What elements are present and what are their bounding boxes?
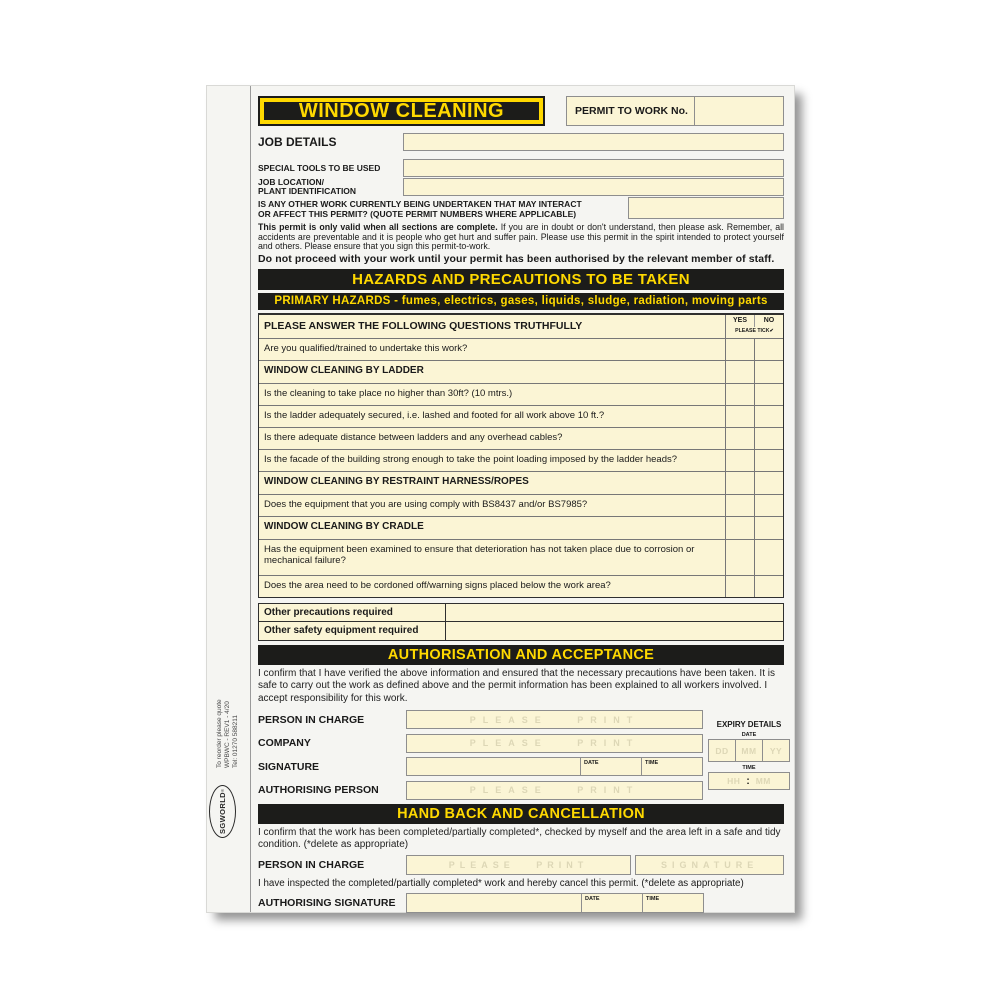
validity-notice-body: If you are in doubt or don't understand, then please ask. Remember, all accidents are preventable and it is people who get hurt and suffer pain. Please use this permit in the spirit intended to protect yourself and others. Please ensure that you sign this permit-to-work. xyxy=(258,222,785,252)
please-tick-label: PLEASE TICK✔ xyxy=(735,327,774,334)
section-header-text: WINDOW CLEANING BY RESTRAINT HARNESS/ROPES xyxy=(264,475,529,487)
yes-column-label: YES xyxy=(726,315,755,327)
person-in-charge-field[interactable] xyxy=(406,710,703,729)
other-safety-label: Other safety equipment required xyxy=(259,622,446,640)
table-row xyxy=(259,383,783,405)
permit-number-field[interactable] xyxy=(694,97,783,125)
yes-tick-cell[interactable] xyxy=(725,540,754,575)
table-row xyxy=(259,338,783,360)
question-text: Does the area need to be cordoned off/warning signs placed below the work area? xyxy=(264,579,611,591)
table-row xyxy=(259,575,783,597)
no-tick-cell[interactable] xyxy=(754,540,783,575)
sgworld-logo-text: SGWORLD xyxy=(218,792,227,834)
questions-header-label: PLEASE ANSWER THE FOLLOWING QUESTIONS TRUTHFULLY xyxy=(264,320,583,333)
no-tick-cell[interactable] xyxy=(754,450,783,471)
sgworld-logo-reg: ® xyxy=(220,789,225,792)
question-text: Is there adequate distance between ladders and any overhead cables? xyxy=(264,431,563,443)
question-text: Is the ladder adequately secured, i.e. lashed and footed for all work above 10 ft.? xyxy=(264,409,605,421)
mm-ghost: MM xyxy=(741,745,757,756)
validity-notice-bold: This permit is only valid when all sections are complete. xyxy=(258,222,498,232)
min-ghost: MM xyxy=(755,776,771,786)
section-header-text: WINDOW CLEANING BY LADDER xyxy=(264,364,424,376)
job-details-label: JOB DETAILS xyxy=(258,135,337,149)
authorising-time-cell[interactable]: TIME xyxy=(642,894,703,912)
permit-number-box xyxy=(566,96,784,126)
expiry-day-field[interactable] xyxy=(708,739,736,762)
please-print-ghost: PLEASE PRINT xyxy=(469,785,640,795)
yes-tick-cell[interactable] xyxy=(725,517,754,539)
do-not-proceed-warning: Do not proceed with your work until your permit has been authorised by the relevant member of staff. xyxy=(258,252,775,265)
other-precautions-label: Other precautions required xyxy=(259,604,446,621)
table-row xyxy=(259,449,783,471)
authorisation-section-title: AUTHORISATION AND ACCEPTANCE xyxy=(387,646,655,663)
reorder-line1: To reorder please quote xyxy=(216,699,223,768)
reorder-line3: Tel: 01270 588211 xyxy=(232,714,239,768)
form-title: WINDOW CLEANING xyxy=(298,99,505,122)
primary-hazards-text: PRIMARY HAZARDS - fumes, electrics, gases, liquids, sludge, radiation, moving parts xyxy=(274,295,768,308)
authorising-person-field[interactable] xyxy=(406,781,703,800)
authorising-person-label: AUTHORISING PERSON xyxy=(258,784,379,796)
signature-field[interactable] xyxy=(406,757,703,776)
company-row xyxy=(258,734,784,753)
job-details-field[interactable] xyxy=(403,133,784,151)
expiry-time-field[interactable] xyxy=(708,772,790,790)
permit-form-page xyxy=(207,86,794,912)
authorising-signature-field[interactable] xyxy=(406,893,704,913)
authorisation-section-bar xyxy=(258,645,784,665)
no-tick-cell[interactable] xyxy=(754,406,783,427)
table-row xyxy=(259,405,783,427)
questions-table xyxy=(258,313,784,598)
please-print-ghost: PLEASE PRINT xyxy=(469,738,640,748)
table-row xyxy=(259,427,783,449)
question-text: Is the facade of the building strong enough to take the point loading imposed by the ladder heads? xyxy=(264,453,678,465)
job-location-label-line1: JOB LOCATION/ xyxy=(258,177,324,187)
signature-row xyxy=(258,757,784,776)
yes-tick-cell[interactable] xyxy=(725,384,754,405)
person-in-charge-label: PERSON IN CHARGE xyxy=(258,713,365,726)
handback-statement: I confirm that the work has been completed/partially completed*, checked by myself and the area left in a safe and tidy condition. (*delete as appropriate) xyxy=(258,827,781,851)
authorising-person-row xyxy=(258,781,784,800)
other-precautions-row xyxy=(258,603,784,622)
dd-ghost: DD xyxy=(715,745,729,756)
table-row xyxy=(259,539,783,575)
expiry-details-title: EXPIRY DETAILS xyxy=(716,720,782,729)
table-section-row xyxy=(259,516,783,539)
signature-write-area[interactable] xyxy=(407,758,580,775)
other-work-label-line1: IS ANY OTHER WORK CURRENTLY BEING UNDERTAKEN THAT MAY INTERACT xyxy=(258,199,582,209)
no-tick-cell[interactable] xyxy=(754,339,783,360)
table-section-row xyxy=(259,360,783,383)
please-print-ghost: PLEASE PRINT xyxy=(448,859,589,870)
other-work-row xyxy=(258,197,784,219)
other-precautions-field[interactable] xyxy=(446,604,783,621)
no-tick-cell[interactable] xyxy=(754,384,783,405)
authorising-signature-label: AUTHORISING SIGNATURE xyxy=(258,896,396,909)
yes-tick-cell[interactable] xyxy=(725,428,754,449)
yy-ghost: YY xyxy=(769,745,783,756)
handback-section-title: HAND BACK AND CANCELLATION xyxy=(397,806,645,822)
tick-columns-header xyxy=(725,315,783,338)
expiry-time-label: TIME xyxy=(742,765,756,771)
no-tick-cell[interactable] xyxy=(754,495,783,516)
validity-notice xyxy=(258,223,784,252)
other-safety-row xyxy=(258,622,784,641)
special-tools-row xyxy=(258,159,784,177)
primary-hazards-bar xyxy=(258,293,784,310)
signature-date-cell[interactable]: DATE xyxy=(580,758,641,775)
stub-divider xyxy=(250,86,251,912)
job-location-field[interactable] xyxy=(403,178,784,196)
signature-ghost: SIGNATURE xyxy=(660,859,759,870)
no-tick-cell[interactable] xyxy=(754,472,783,494)
please-print-ghost: PLEASE PRINT xyxy=(469,714,640,725)
special-tools-label: SPECIAL TOOLS TO BE USED xyxy=(258,162,381,173)
other-work-field[interactable] xyxy=(628,197,784,219)
no-tick-cell[interactable] xyxy=(754,517,783,539)
hazards-section-title: HAZARDS AND PRECAUTIONS TO BE TAKEN xyxy=(352,270,690,288)
question-text: Is the cleaning to take place no higher than 30ft? (10 mtrs.) xyxy=(264,387,513,399)
yes-tick-cell[interactable] xyxy=(725,450,754,471)
yes-tick-cell[interactable] xyxy=(725,406,754,427)
job-location-row xyxy=(258,178,784,196)
authorising-signature-write-area[interactable] xyxy=(407,894,581,912)
authorisation-statement: I confirm that I have verified the above information and ensured that the necessary precautions have been taken. It is safe to carry out the work as defined above and the permit information has been explained to all workers involved. I accept responsibility for this work. xyxy=(258,667,775,704)
question-text: Are you qualified/trained to undertake this work? xyxy=(264,342,468,354)
yes-tick-cell[interactable] xyxy=(725,495,754,516)
sgworld-logo xyxy=(209,785,236,838)
no-column-label: NO xyxy=(763,316,775,324)
reorder-line2: WPBWC - REV1 - 4/20 xyxy=(224,701,231,768)
questions-table-header xyxy=(259,315,783,338)
inspection-statement: I have inspected the completed/partially completed* work and hereby cancel this permit. (*delete as appropriate) xyxy=(258,877,744,889)
job-location-label-line2: PLANT IDENTIFICATION xyxy=(258,186,357,196)
other-work-label-line2: OR AFFECT THIS PERMIT? (QUOTE PERMIT NUMBERS WHERE APPLICABLE) xyxy=(258,208,577,219)
handback-person-label: PERSON IN CHARGE xyxy=(258,858,365,871)
handback-person-row xyxy=(258,855,784,875)
company-label: COMPANY xyxy=(258,737,311,749)
handback-person-signature-field[interactable] xyxy=(635,855,784,875)
company-field[interactable] xyxy=(406,734,703,753)
handback-section-bar xyxy=(258,804,784,824)
expiry-year-field[interactable] xyxy=(762,739,790,762)
expiry-date-label: DATE xyxy=(741,732,757,738)
hazards-section-bar xyxy=(258,269,784,290)
no-tick-cell[interactable] xyxy=(754,428,783,449)
permit-number-label: PERMIT TO WORK No. xyxy=(575,105,688,117)
yes-tick-cell[interactable] xyxy=(725,472,754,494)
authorising-date-cell[interactable]: DATE xyxy=(581,894,642,912)
table-row xyxy=(259,494,783,516)
yes-tick-cell[interactable] xyxy=(725,339,754,360)
job-details-row xyxy=(258,133,784,151)
no-tick-cell[interactable] xyxy=(754,576,783,597)
signature-label: SIGNATURE xyxy=(258,760,320,773)
special-tools-field[interactable] xyxy=(403,159,784,177)
yes-tick-cell[interactable] xyxy=(725,361,754,383)
expiry-month-field[interactable] xyxy=(735,739,763,762)
handback-person-print-field[interactable] xyxy=(406,855,632,875)
form-title-banner xyxy=(260,98,543,124)
authorisation-fields xyxy=(258,710,784,800)
table-section-row xyxy=(259,471,783,494)
authorising-signature-row xyxy=(258,893,784,913)
question-text: Does the equipment that you are using comply with BS8437 and/or BS7985? xyxy=(264,498,588,510)
time-colon: : xyxy=(746,775,750,787)
yes-tick-cell[interactable] xyxy=(725,576,754,597)
person-in-charge-row xyxy=(258,710,784,729)
reorder-note xyxy=(216,682,240,768)
signature-time-cell[interactable]: TIME xyxy=(641,758,702,775)
question-text: Has the equipment been examined to ensure that deterioration has not taken place due to corrosion or mechanical failure? xyxy=(264,543,695,566)
expiry-details xyxy=(708,720,790,790)
no-tick-cell[interactable] xyxy=(754,361,783,383)
other-safety-field[interactable] xyxy=(446,622,783,640)
hh-ghost: HH xyxy=(727,776,741,786)
section-header-text: WINDOW CLEANING BY CRADLE xyxy=(264,520,424,532)
title-row xyxy=(258,96,784,126)
